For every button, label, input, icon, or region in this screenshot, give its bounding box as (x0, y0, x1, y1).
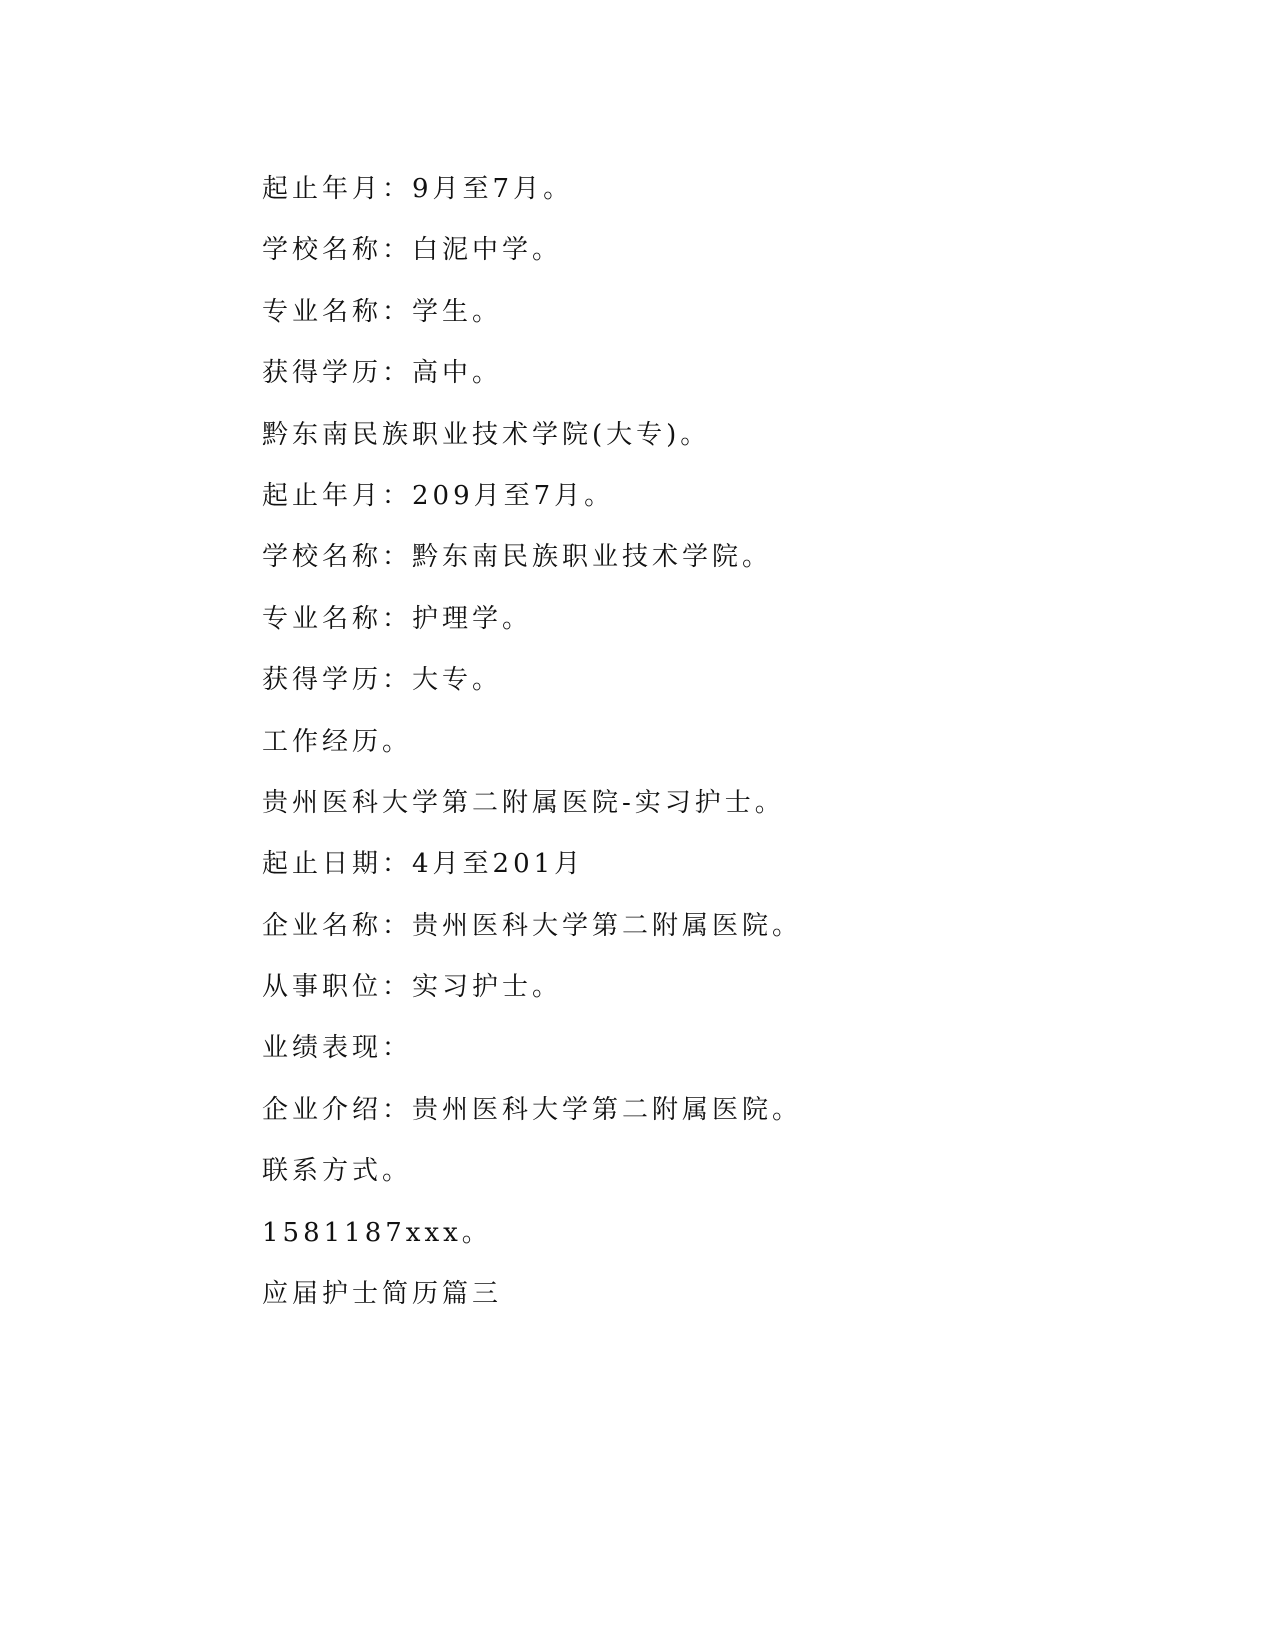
text-line-company-name: 企业名称：贵州医科大学第二附属医院。 (262, 910, 803, 941)
text-line-job-heading: 贵州医科大学第二附属医院-实习护士。 (262, 787, 785, 818)
section-heading-contact: 联系方式。 (262, 1156, 413, 1187)
text-line-school-name-college: 学校名称：黔东南民族职业技术学院。 (262, 542, 773, 573)
text-line-position: 从事职位：实习护士。 (262, 972, 563, 1003)
text-line-performance: 业绩表现： (262, 1033, 413, 1064)
text-line-degree-highschool: 获得学历：高中。 (262, 358, 503, 389)
text-line-major-highschool: 专业名称：学生。 (262, 296, 503, 327)
text-line-company-intro: 企业介绍：贵州医科大学第二附属医院。 (262, 1094, 803, 1125)
text-line-job-dates: 起止日期：4月至201月 (262, 849, 585, 880)
text-line-phone: 1581187xxx。 (262, 1217, 492, 1248)
text-line-start-end-date-college: 起止年月：209月至7月。 (262, 480, 615, 511)
text-line-major-college: 专业名称：护理学。 (262, 603, 533, 634)
text-line-school-name-highschool: 学校名称：白泥中学。 (262, 235, 563, 266)
text-line-degree-college: 获得学历：大专。 (262, 665, 503, 696)
section-heading-resume-part-three: 应届护士简历篇三 (262, 1279, 503, 1310)
document-body (262, 168, 1162, 1334)
section-heading-work-experience: 工作经历。 (262, 726, 413, 757)
text-line-college-heading: 黔东南民族职业技术学院(大专)。 (262, 419, 711, 450)
text-line-start-end-date-highschool: 起止年月：9月至7月。 (262, 174, 574, 204)
